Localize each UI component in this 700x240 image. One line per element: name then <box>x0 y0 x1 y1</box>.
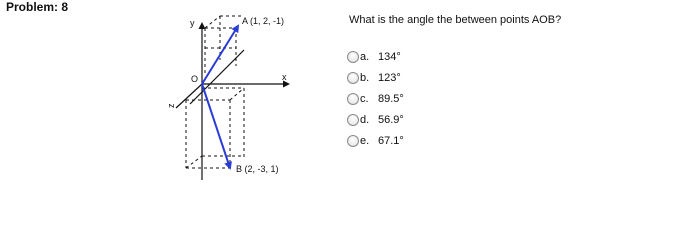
option-value: 67.1° <box>378 134 404 147</box>
problem-title: Problem: 8 <box>6 0 69 14</box>
option-letter: b. <box>360 71 370 84</box>
option-letter: c. <box>360 92 369 105</box>
radio-button-d[interactable] <box>347 114 359 126</box>
vector-figure <box>160 8 350 184</box>
option-a[interactable] <box>347 46 404 67</box>
dashed-box-b <box>186 88 244 170</box>
origin-label: O <box>191 74 199 84</box>
radio-button-e[interactable] <box>347 135 359 147</box>
option-b[interactable] <box>347 67 404 88</box>
radio-button-c[interactable] <box>347 93 359 105</box>
vector-ob <box>202 84 230 168</box>
option-e[interactable] <box>347 130 404 151</box>
option-letter: e. <box>360 134 370 147</box>
radio-button-b[interactable] <box>347 72 359 84</box>
vector-diagram <box>160 8 350 184</box>
y-axis-label: y <box>190 18 195 28</box>
option-letter: d. <box>360 113 370 126</box>
point-b-label: B (2, -3, 1) <box>236 164 279 174</box>
option-d[interactable] <box>347 109 404 130</box>
coordinate-axes <box>176 24 288 180</box>
x-axis-label: x <box>282 72 287 82</box>
option-letter: a. <box>360 50 370 63</box>
option-c[interactable] <box>347 88 404 109</box>
point-a-label: A (1, 2, -1) <box>242 16 285 26</box>
option-value: 134° <box>378 50 401 63</box>
option-value: 123° <box>378 71 401 84</box>
option-value: 89.5° <box>378 92 404 105</box>
dashed-box-a <box>205 16 242 76</box>
answer-options <box>347 46 404 151</box>
radio-button-a[interactable] <box>347 51 359 63</box>
question-text: What is the angle the between points AOB? <box>349 14 562 26</box>
z-axis-label: z <box>166 103 176 108</box>
option-value: 56.9° <box>378 113 404 126</box>
